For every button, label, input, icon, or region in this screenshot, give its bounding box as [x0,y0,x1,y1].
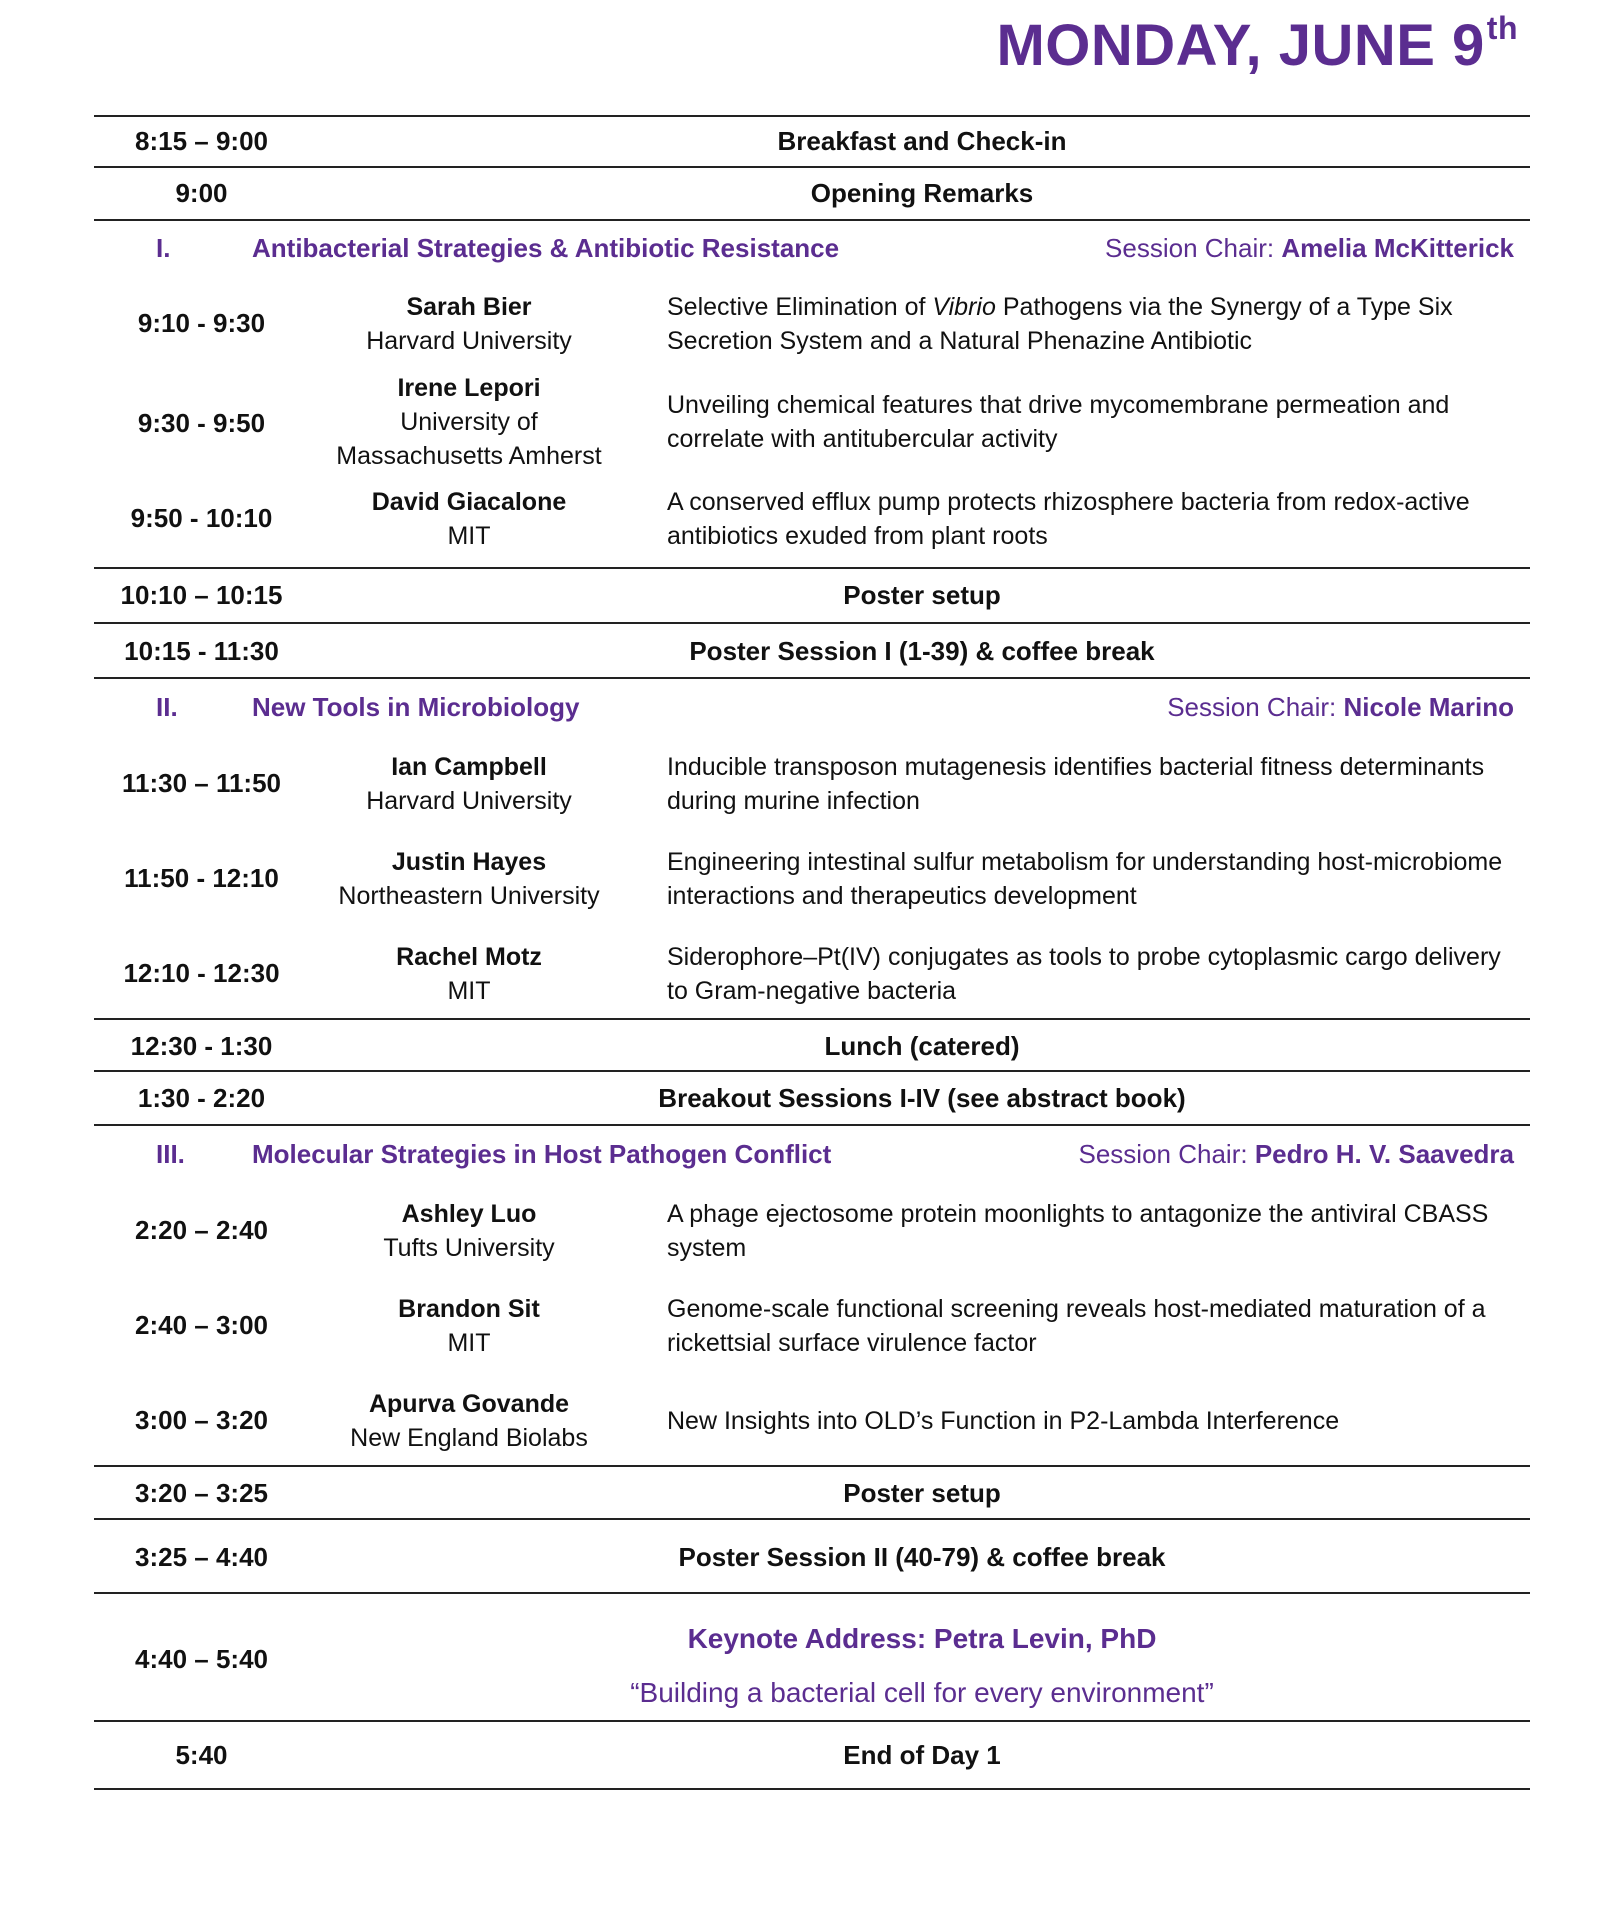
talk-title: Inducible transposon mutagenesis identifies bacterial fitness determinants during murine infection [667,753,1485,815]
divider [94,622,1530,624]
schedule-row-breakfast [94,126,1530,158]
row-time: 10:15 - 11:30 [124,636,279,666]
speaker-name: Sarah Bier [406,293,532,321]
talk-title: Unveiling chemical features that drive mycomembrane permeation and correlate with antitubercular activity [667,391,1450,453]
session-number: II. [156,692,178,722]
talk-row [94,940,1530,1010]
talk-title: A phage ejectosome protein moonlights to antagonize the antiviral CBASS system [667,1200,1489,1262]
divider [94,219,1530,221]
talk-title: New Insights into OLD’s Function in P2-Lambda Interference [667,1407,1340,1435]
speaker-affiliation: Massachusetts Amherst [336,442,602,470]
divider [94,567,1530,569]
talk-title: A conserved efflux pump protects rhizosphere bacteria from redox-active antibiotics exuded from plant roots [667,488,1470,550]
page-title: MONDAY, JUNE 9th [996,10,1518,78]
speaker-name: Rachel Motz [396,943,542,971]
session-number: I. [156,233,171,263]
session-title: New Tools in Microbiology [252,692,580,722]
speaker [319,1292,619,1360]
session-header-2 [94,692,1530,724]
row-time: 10:10 – 10:15 [120,580,283,610]
session-title: Antibacterial Strategies & Antibiotic Resistance [252,233,840,263]
talk-row [94,845,1530,915]
session-chair: Session Chair: Amelia McKitterick [1105,233,1514,263]
row-title: Breakfast and Check-in [777,126,1067,156]
row-time: 3:20 – 3:25 [135,1478,268,1508]
session-chair: Session Chair: Nicole Marino [1167,692,1514,722]
row-title: Poster setup [843,580,1001,610]
talk-row [94,371,1530,473]
talk-time: 9:30 - 9:50 [137,408,266,438]
session-header-3 [94,1139,1530,1171]
speaker-name: Justin Hayes [391,848,547,876]
talk-time: 12:10 - 12:30 [123,958,280,988]
divider [94,166,1530,168]
session-header-1 [94,233,1530,265]
talk-row [94,290,1530,360]
divider [94,1465,1530,1467]
keynote-subtitle: “Building a bacterial cell for every environment” [630,1677,1214,1708]
speaker [319,940,619,1008]
session-number: III. [156,1139,185,1169]
talk-time: 2:20 – 2:40 [135,1215,268,1245]
talk-time: 9:50 - 10:10 [130,503,273,533]
row-time: 3:25 – 4:40 [135,1542,268,1572]
speaker-name: Ian Campbell [391,753,547,781]
schedule-row-lunch [94,1031,1530,1063]
schedule-row-poster-session [94,1542,1530,1574]
talk-time: 3:00 – 3:20 [135,1405,268,1435]
divider [94,1124,1530,1126]
talk-row [94,1387,1530,1457]
row-title: Poster Session II (40-79) & coffee break [678,1542,1166,1572]
row-time: 9:00 [175,178,228,208]
talk-time: 9:10 - 9:30 [137,308,266,338]
speaker-affiliation: New England Biolabs [350,1424,588,1452]
row-time: 1:30 - 2:20 [137,1083,266,1113]
row-title: End of Day 1 [843,1740,1001,1770]
speaker [319,1197,619,1265]
speaker-affiliation: Northeastern University [338,882,600,910]
row-title: Poster setup [843,1478,1001,1508]
speaker [319,290,619,358]
schedule-row-poster-session [94,636,1530,668]
speaker-name: Ashley Luo [401,1200,537,1228]
speaker [319,1387,619,1455]
row-time: 12:30 - 1:30 [130,1031,273,1061]
talk-row [94,750,1530,820]
speaker-affiliation: Harvard University [366,327,572,355]
divider [94,1518,1530,1520]
divider [94,1018,1530,1020]
talk-title: Selective Elimination of Vibrio Pathogens via the Synergy of a Type Six Secretion System and a Natural Phenazine Antibiotic [667,293,1453,355]
speaker [319,845,619,913]
divider [94,677,1530,679]
talk-time: 11:50 - 12:10 [124,863,279,893]
divider [94,1788,1530,1790]
schedule-row-breakout [94,1083,1530,1115]
divider [94,1720,1530,1722]
talk-row [94,1197,1530,1267]
row-time: 4:40 – 5:40 [135,1644,268,1674]
talk-title: Siderophore–Pt(IV) conjugates as tools to probe cytoplasmic cargo delivery to Gram-negative bacteria [667,943,1501,1005]
talk-time: 2:40 – 3:00 [135,1310,268,1340]
speaker-affiliation: Harvard University [366,787,572,815]
speaker-name: David Giacalone [371,488,567,516]
speaker-name: Irene Lepori [397,374,541,402]
speaker-affiliation: University of [400,408,538,436]
speaker-affiliation: MIT [447,1329,491,1357]
speaker [319,750,619,818]
row-title: Breakout Sessions I-IV (see abstract book) [658,1083,1186,1113]
divider [94,115,1530,117]
session-title: Molecular Strategies in Host Pathogen Conflict [252,1139,832,1169]
talk-row [94,1292,1530,1362]
divider [94,1592,1530,1594]
speaker-affiliation: MIT [447,522,491,550]
talk-title: Genome-scale functional screening reveals host-mediated maturation of a rickettsial surface virulence factor [667,1295,1486,1357]
row-title: Opening Remarks [810,178,1034,208]
row-title: Lunch (catered) [824,1031,1020,1061]
schedule-row-poster-setup [94,1478,1530,1510]
schedule-row-poster-setup [94,580,1530,612]
talk-title: Engineering intestinal sulfur metabolism for understanding host-microbiome interactions and therapeutics development [667,848,1503,910]
row-time: 5:40 [175,1740,228,1770]
speaker-name: Apurva Govande [368,1390,570,1418]
talk-row [94,485,1530,555]
schedule-row-keynote [94,1620,1530,1710]
talk-time: 11:30 – 11:50 [121,768,282,798]
session-chair: Session Chair: Pedro H. V. Saavedra [1078,1139,1514,1169]
speaker-affiliation: MIT [447,977,491,1005]
speaker [319,485,619,553]
schedule-row-opening [94,178,1530,210]
keynote-title: Keynote Address: Petra Levin, PhD [687,1623,1157,1654]
row-title: Poster Session I (1-39) & coffee break [689,636,1155,666]
row-time: 8:15 – 9:00 [135,126,268,156]
speaker [319,371,619,473]
speaker-affiliation: Tufts University [383,1234,555,1262]
divider [94,1070,1530,1072]
speaker-name: Brandon Sit [398,1295,540,1323]
schedule-row-end [94,1740,1530,1772]
